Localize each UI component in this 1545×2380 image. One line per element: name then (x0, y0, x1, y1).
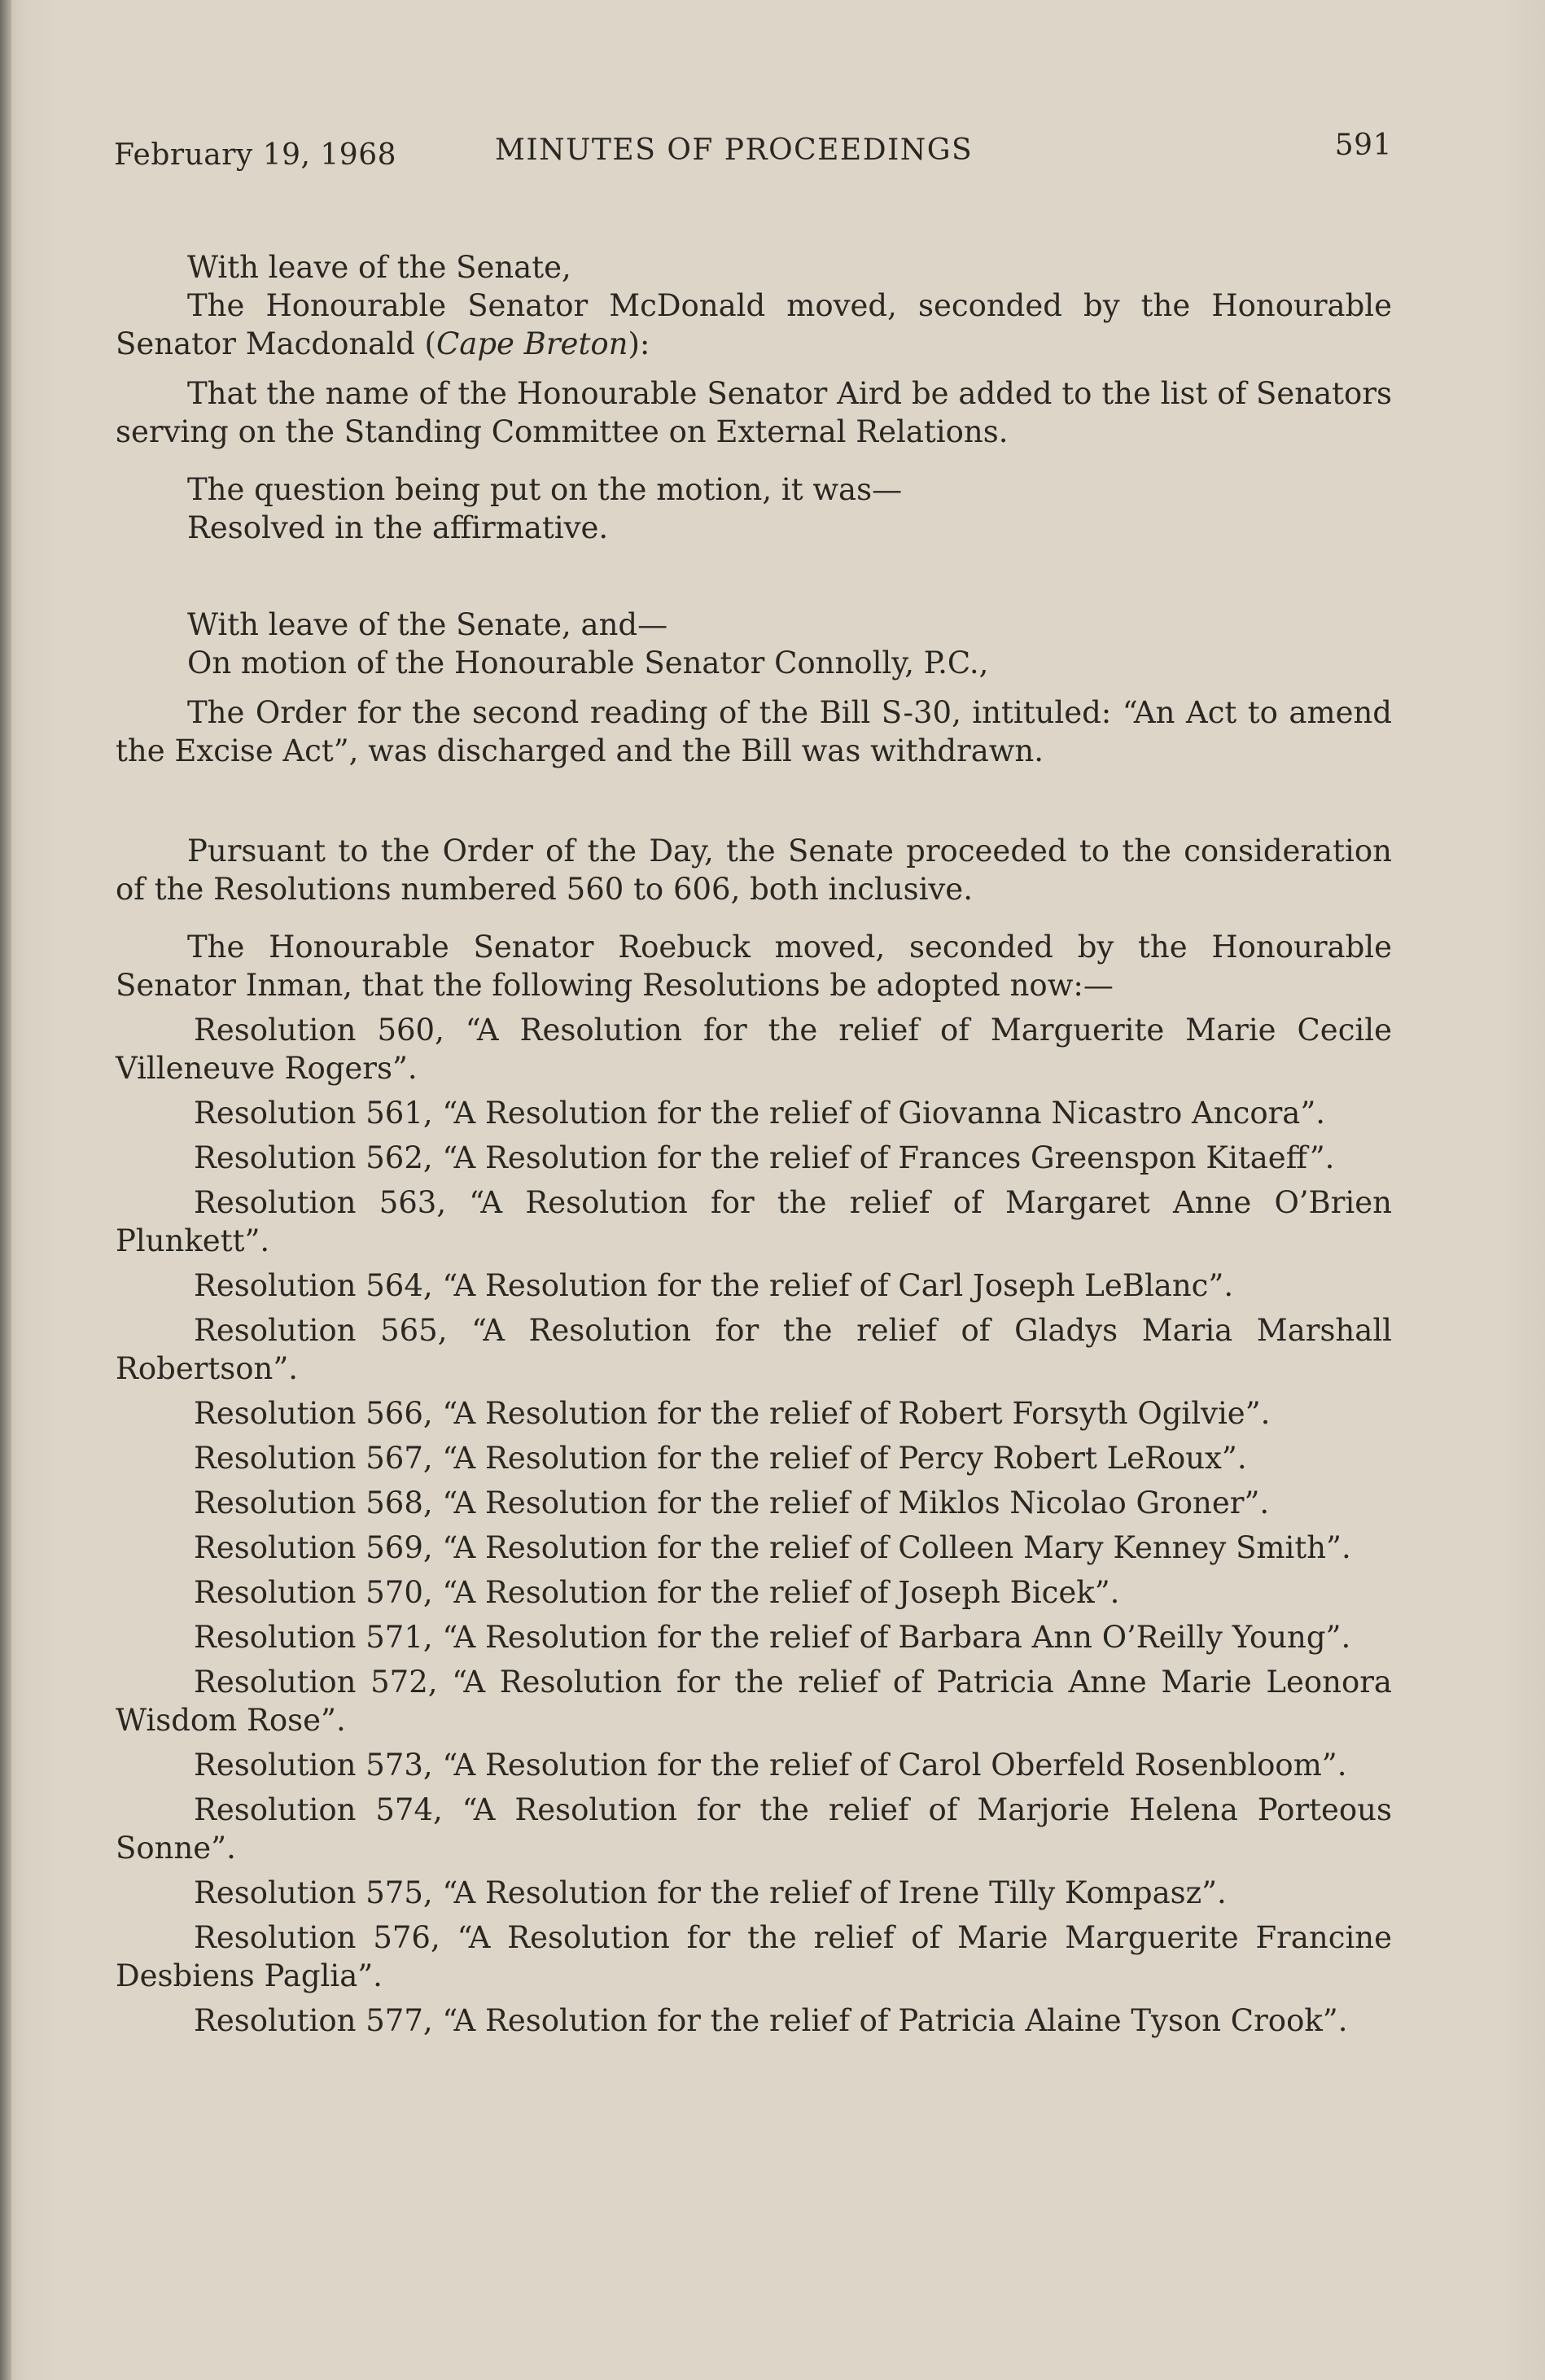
resolution-item: Resolution 576, “A Resolution for the relief of Marie Marguerite Francine Desbiens Paglia”. (116, 1920, 1392, 1993)
resolution-item: Resolution 565, “A Resolution for the relief of Gladys Maria Marshall Robertson”. (116, 1313, 1392, 1386)
section1-motion-end: ): (628, 326, 650, 361)
resolution-item: Resolution 567, “A Resolution for the relief of Percy Robert LeRoux”. (194, 1441, 1247, 1476)
section1-resolved: Resolved in the affirmative. (187, 510, 609, 545)
resolution-item: Resolution 577, “A Resolution for the relief of Patricia Alaine Tyson Crook”. (194, 2003, 1348, 2038)
resolution-item: Resolution 569, “A Resolution for the relief of Colleen Mary Kenney Smith”. (194, 1530, 1351, 1565)
resolution-item: Resolution 573, “A Resolution for the relief of Carol Oberfeld Rosenbloom”. (194, 1748, 1347, 1783)
section2-on-motion: On motion of the Honourable Senator Connolly, P.C., (187, 645, 989, 680)
resolution-item: Resolution 566, “A Resolution for the relief of Robert Forsyth Ogilvie”. (194, 1396, 1271, 1431)
section1-motion-text: The Honourable Senator McDonald moved, seconded by the Honourable Senator Macdonald ( (116, 288, 1392, 361)
resolution-item: Resolution 572, “A Resolution for the relief of Patricia Anne Marie Leonora Wisdom Rose”. (116, 1665, 1392, 1738)
resolution-item: Resolution 568, “A Resolution for the relief of Miklos Nicolao Groner”. (194, 1485, 1270, 1520)
section1-leave: With leave of the Senate, (187, 250, 571, 285)
resolution-item: Resolution 570, “A Resolution for the relief of Joseph Bicek”. (194, 1575, 1120, 1610)
header-date: February 19, 1968 (114, 138, 397, 172)
section2-leave: With leave of the Senate, and— (187, 607, 668, 642)
resolution-item: Resolution 571, “A Resolution for the relief of Barbara Ann O’Reilly Young”. (194, 1620, 1351, 1655)
resolution-item: Resolution 575, “A Resolution for the relief of Irene Tilly Kompasz”. (194, 1875, 1227, 1910)
section1-motion-italic: Cape Breton (435, 326, 628, 361)
section3-motion: The Honourable Senator Roebuck moved, seconded by the Honourable Senator Inman, that the following Resolutions be adopted now:— (116, 930, 1392, 1003)
page-binding-edge (0, 0, 11, 2380)
section3-pursuant: Pursuant to the Order of the Day, the Senate proceeded to the consideration of the Resolutions numbered 560 to 606, both inclusive. (116, 833, 1392, 907)
resolution-item: Resolution 563, “A Resolution for the relief of Margaret Anne O’Brien Plunkett”. (116, 1185, 1392, 1258)
section2-order: The Order for the second reading of the Bill S-30, intituled: “An Act to amend the Excise Act”, was discharged and the Bill was withdrawn. (116, 695, 1392, 768)
page-number: 591 (1334, 129, 1392, 162)
resolution-item: Resolution 562, “A Resolution for the relief of Frances Greenspon Kitaeff”. (194, 1140, 1335, 1175)
page-header (114, 122, 1392, 171)
resolution-item: Resolution 561, “A Resolution for the relief of Giovanna Nicastro Ancora”. (194, 1096, 1326, 1131)
resolution-item: Resolution 564, “A Resolution for the relief of Carl Joseph LeBlanc”. (194, 1268, 1234, 1303)
section1-that: That the name of the Honourable Senator Aird be added to the list of Senators serving on the Standing Committee on External Relations. (116, 376, 1392, 449)
resolution-item: Resolution 560, “A Resolution for the relief of Marguerite Marie Cecile Villeneuve Rogers”. (116, 1013, 1392, 1086)
resolution-list (116, 1011, 1392, 2040)
header-title: MINUTES OF PROCEEDINGS (495, 133, 974, 167)
page-body (116, 248, 1392, 2040)
section1-motion (116, 287, 1392, 363)
resolution-item: Resolution 574, “A Resolution for the relief of Marjorie Helena Porteous Sonne”. (116, 1792, 1392, 1866)
section1-question: The question being put on the motion, it was— (187, 472, 903, 507)
